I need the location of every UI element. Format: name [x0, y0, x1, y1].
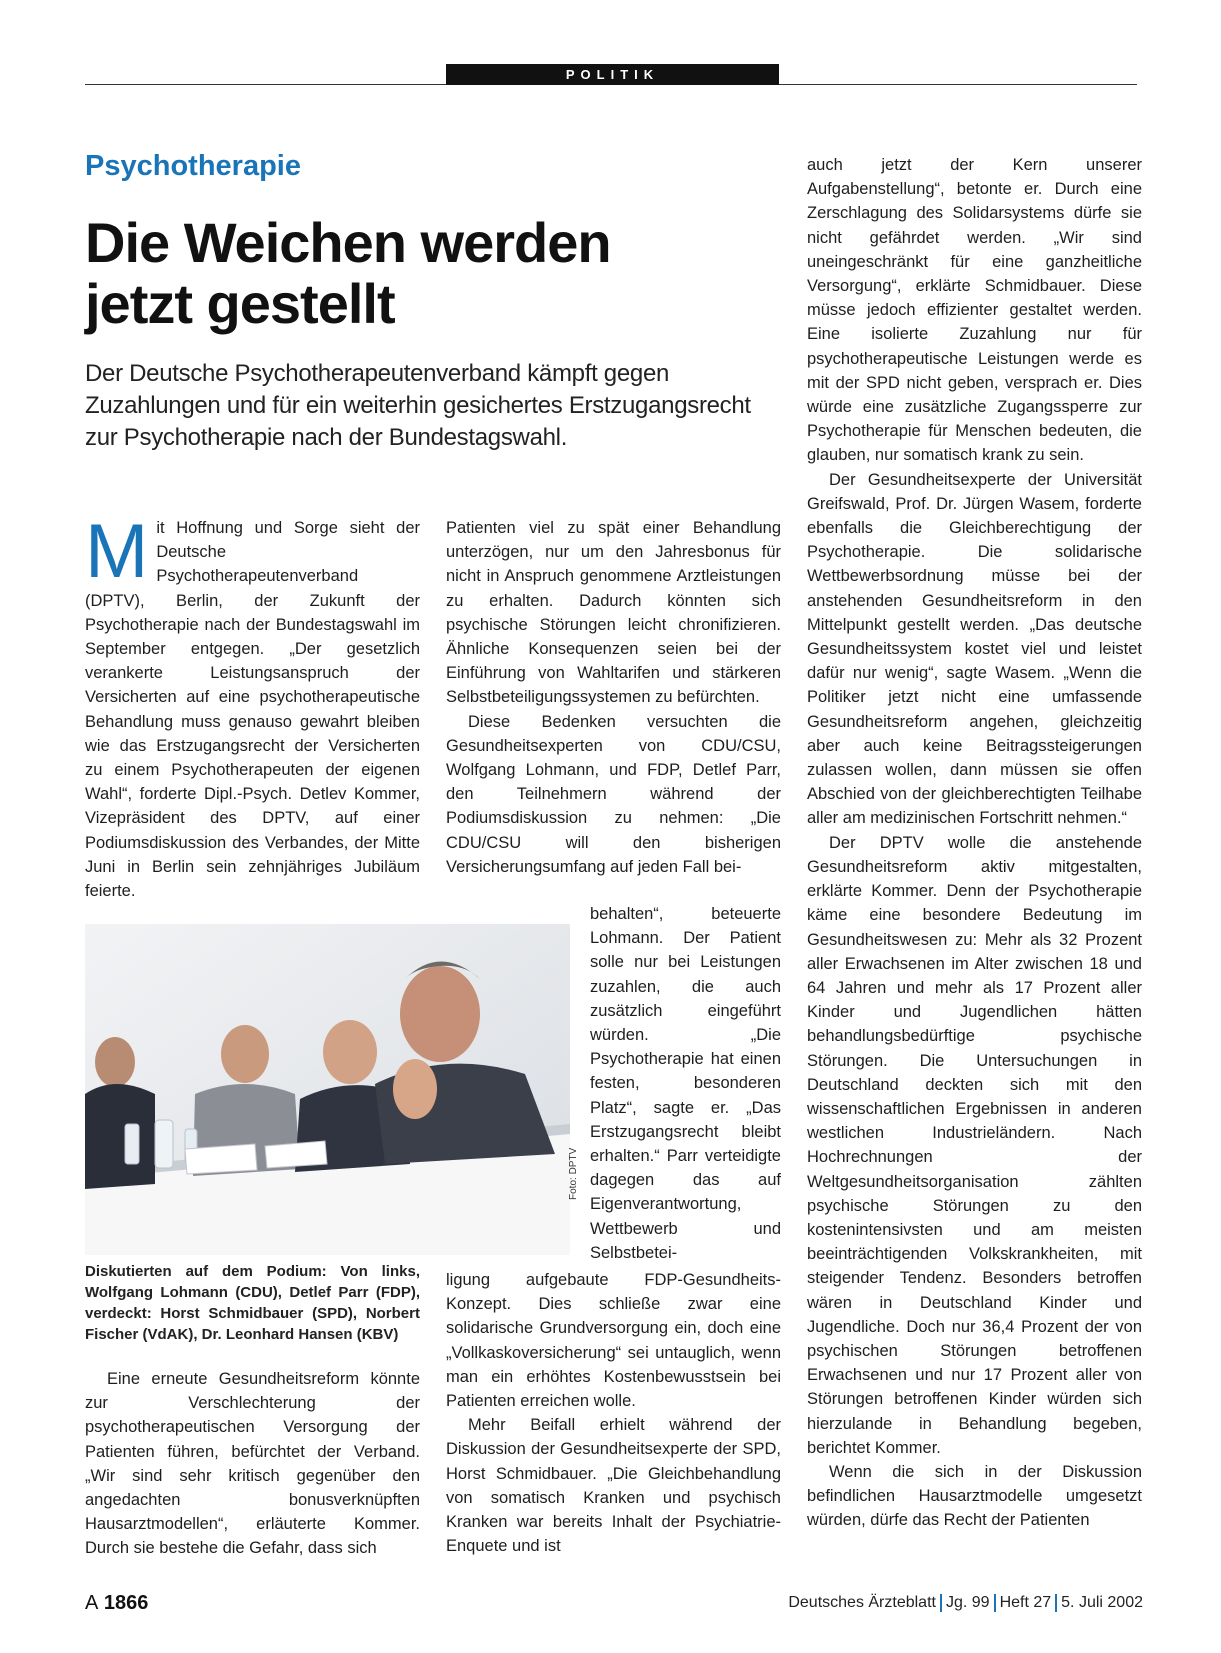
drop-cap: M: [85, 509, 149, 594]
photo-credit: Foto: DPTV: [568, 1147, 579, 1200]
article-lead: Der Deutsche Psychotherapeutenverband kämpft gegen Zuzahlungen und für ein weiterhin gesichertes Erstzugangsrecht zur Psychotherapie nach der Bundestagswahl.: [85, 360, 751, 451]
column-2-top: [446, 516, 781, 879]
column-2-wrap: [590, 902, 781, 1265]
separator: [994, 1594, 996, 1612]
separator: [940, 1594, 942, 1612]
body-paragraph: Der Gesundheitsexperte der Universität Greifswald, Prof. Dr. Jürgen Wasem, forderte ebenfalls die Gleichberechtigung der Psychotherapie. Die solidarische Wettbewerbsordnung müsse bei der anstehenden Gesundheitsreform in den Mittelpunkt gestellt werden. „Das deutsche Gesundheitssystem kostet viel und leistet dafür nur wenig“, sagte Wasem. „Wenn die Politiker jetzt nicht eine umfassende Gesundheitsreform angehen, gleichzeitig aber auch keine Beitragssteigerungen zulassen wollen, dann müssen sie offen Abschied von der gleichberechtigten Teilhabe aller am medizinischen Fortschritt nehmen.“: [807, 470, 1142, 828]
body-paragraph: Eine erneute Gesundheitsreform könnte zur Verschlechterung der psychotherapeutischen Versorgung der Patienten führen, befürchtet der Verband. „Wir sind sehr kritisch gegenüber den angedachten bonusverknüpften Hausarztmodellen“, erläuterte Kommer. Durch sie bestehe die Gefahr, dass sich: [85, 1370, 420, 1558]
body-paragraph: Patienten viel zu spät einer Behandlung unterzögen, nur um den Jahresbonus für nicht in Anspruch genommene Arztleistungen zu erhalten. Dadurch könnten sich psychische Störungen leicht chronifizieren. Ähnliche Konsequenzen seien bei der Einführung von Wahltarifen und stärkeren Selbstbeteiligungssystemen zu befürchten.: [446, 519, 781, 707]
page-number: [85, 1592, 148, 1615]
journal-issue: Heft 27: [999, 1594, 1052, 1612]
column-1-bottom: [85, 1367, 420, 1561]
article-kicker: Psychotherapie: [85, 150, 301, 182]
podium-photo-illustration: [85, 924, 570, 1255]
separator: [1055, 1594, 1057, 1612]
section-label: POLITIK: [446, 64, 779, 85]
column-1-top: [85, 509, 420, 903]
body-paragraph: it Hoffnung und Sorge sieht der Deutsche Psychotherapeutenverband (DPTV), Berlin, der Zukunft der Psychotherapie nach der Bundestagswahl im September entgegen. „Der gesetzlich verankerte Leistungsanspruch der Versicherten auf eine psychotherapeutische Behandlung muss genauso gewahrt bleiben wie das Erstzugangsrecht der Versicherten zu einem Psychotherapeuten der eigenen Wahl“, forderte Dipl.-Psych. Detlev Kommer, Vizepräsident des DPTV, auf einer Podiumsdiskussion des Verbandes, der Mitte Juni in Berlin sein zehnjähriges Jubiläum feierte.: [85, 519, 420, 901]
journal-volume: Jg. 99: [945, 1594, 990, 1612]
body-paragraph: Der DPTV wolle die anstehende Gesundheitsreform aktiv mitgestalten, erklärte Kommer. Denn der Psychotherapie käme eine besondere Bedeutung im Gesundheitswesen zu: Mehr als 32 Prozent aller Erwachsenen im Alter zwischen 18 und 64 Jahren und mehr als 17 Prozent aller Kinder und Jugendlichen hätten behandlungsbedürftige psychische Störungen. Die Untersuchungen in Deutschland deckten sich mit den wissenschaftlichen Ergebnissen in anderen westlichen Industrieländern. Nach Hochrechnungen der Weltgesundheitsorganisation zählten psychische Störungen zu den kostenintensivsten und am meisten beeinträchtigenden Volkskrankheiten, mit steigender Tendenz. Besonders betroffen wären in Deutschland Kinder und Jugendliche. Doch nur 36,4 Prozent der von psychischen Störungen betroffenen Erwachsenen und nur 17 Prozent aller von Störungen betroffenen Kinder würden sich hierzulande in Behandlung begeben, berichtet Kommer.: [807, 833, 1142, 1457]
body-paragraph: Wenn die sich in der Diskussion befindlichen Hausarztmodelle umgesetzt würden, dürfe das Recht der Patienten: [807, 1462, 1142, 1530]
body-paragraph: Mehr Beifall erhielt während der Diskussion der Gesundheitsexperte der SPD, Horst Schmidbauer. „Die Gleichbehandlung von somatisch Kranken und psychisch Kranken war bereits Inhalt der Psychiatrie-Enquete und ist: [446, 1416, 781, 1556]
headline-line-2: jetzt gestellt: [85, 272, 395, 335]
podium-photo: [85, 924, 570, 1255]
body-paragraph: Diese Bedenken versuchten die Gesundheitsexperten von CDU/CSU, Wolfgang Lohmann, und FDP, Detlef Parr, den Teilnehmern während der Podiumsdiskussion zu nehmen: „Die CDU/CSU will den bisherigen Versicherungsumfang auf jeden Fall bei-: [446, 712, 781, 876]
photo-caption: Diskutierten auf dem Podium: Von links, Wolfgang Lohmann (CDU), Detlef Parr (FDP), verdeckt: Horst Schmidbauer (SPD), Norbert Fischer (VdAK), Dr. Leonhard Hansen (KBV): [85, 1263, 420, 1343]
headline-line-1: Die Weichen werden: [85, 211, 611, 274]
journal-info: [788, 1594, 1143, 1612]
article-headline: [85, 212, 725, 334]
page-prefix: A: [85, 1592, 99, 1614]
journal-name: Deutsches Ärzteblatt: [788, 1594, 936, 1612]
body-paragraph: ligung aufgebaute FDP-Gesundheits-Konzept. Dies schließe zwar eine solidarische Grundversorgung ein, doch eine „Vollkaskoversicherung“ sei untauglich, wenn man ein erhöhtes Kostenbewusstsein bei Patienten erreichen wolle.: [446, 1271, 781, 1411]
column-2-bottom: [446, 1268, 781, 1558]
journal-date: 5. Juli 2002: [1061, 1594, 1143, 1612]
body-paragraph: behalten“, beteuerte Lohmann. Der Patient solle nur bei Leistungen zuzahlen, die auch zusätzlich eingeführt würden. „Die Psychotherapie hat einen festen, besonderen Platz“, sagte er. „Das Erstzugangsrecht bleibt erhalten.“ Parr verteidigte dagegen das auf Eigenverantwortung, Wettbewerb und Selbstbetei-: [590, 905, 781, 1262]
page-number-value: 1866: [103, 1592, 149, 1614]
column-3: [807, 153, 1142, 1533]
body-paragraph: auch jetzt der Kern unserer Aufgabenstellung“, betonte er. Durch eine Zerschlagung des Solidarsystems dürfe sie nicht gefährdet werden. „Wir sind uneingeschränkt für eine ganzheitliche Versorgung“, erklärte Schmidbauer. Diese müsse jedoch effizienter gestaltet werden. Eine isolierte Zuzahlung nur für psychotherapeutische Leistungen werde es mit der SPD nicht geben, versprach er. Dies würde eine zusätzliche Zugangssperre zur Psychotherapie für Menschen bedeuten, die glauben, nur somatisch krank zu sein.: [807, 156, 1142, 465]
